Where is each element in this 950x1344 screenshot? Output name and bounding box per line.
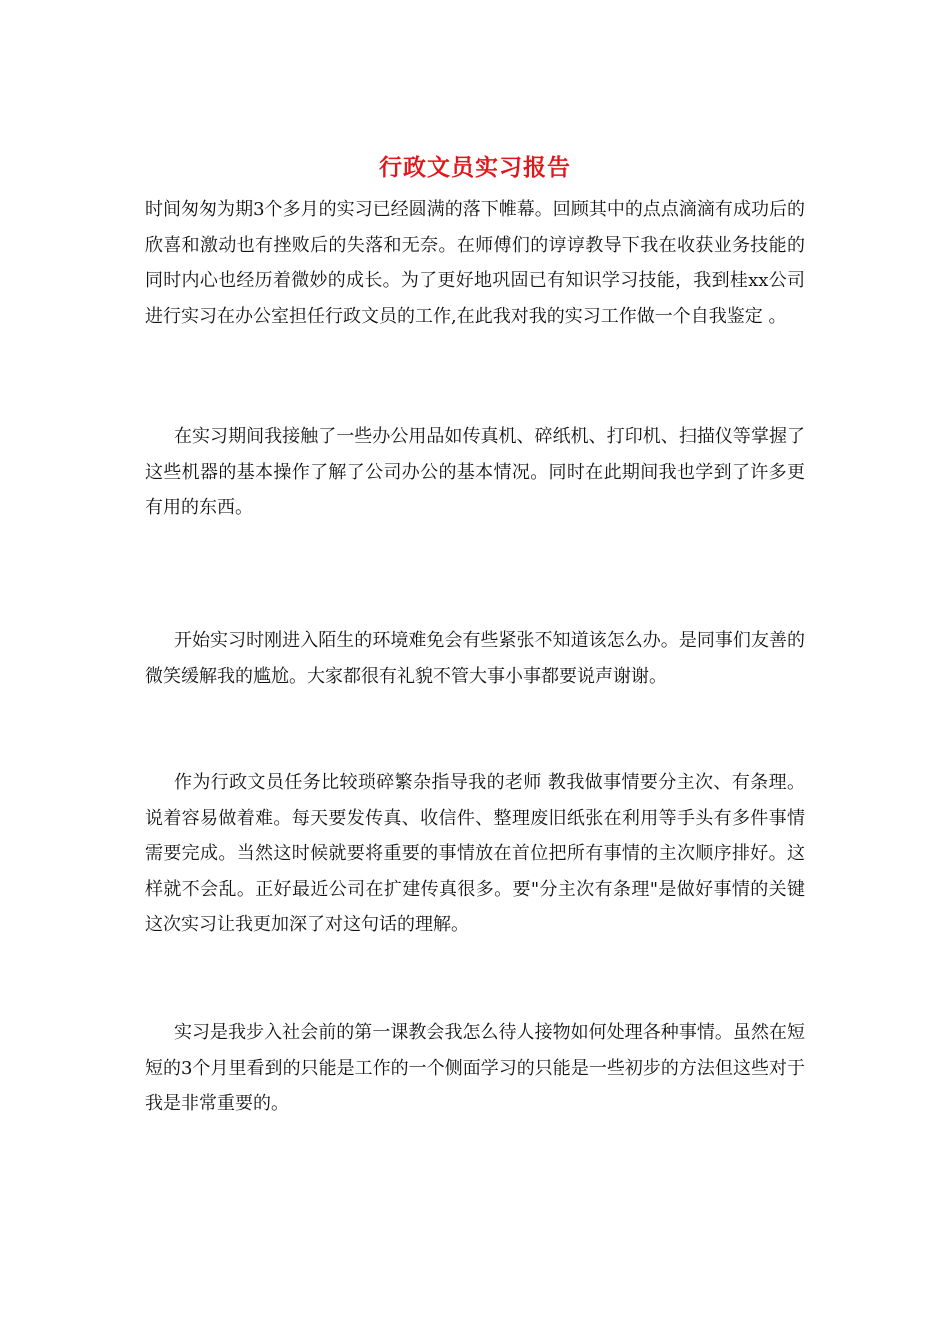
paragraph-intro: 时间匆匆为期3个多月的实习已经圆满的落下帷幕。回顾其中的点点滴滴有成功后的欣喜和激动也有挫败后的失落和无奈。在师傅们的谆谆教导下我在收获业务技能的同时内心也经历着微妙的成长。为了更好地巩固已有知识学习技能，我到桂xx公司进行实习在办公室担任行政文员的工作,在此我对我的实习工作做一个自我鉴定 。 xyxy=(145,199,805,327)
paragraph-conclusion: 实习是我步入社会前的第一课教会我怎么待人接物如何处理各种事情。虽然在短短的3个月里看到的只能是工作的一个侧面学习的只能是一些初步的方法但这些对于我是非常重要的。 xyxy=(145,1022,805,1114)
paragraph-office-equipment: 在实习期间我接触了一些办公用品如传真机、碎纸机、打印机、扫描仪等掌握了这些机器的基本操作了解了公司办公的基本情况。同时在此期间我也学到了许多更有用的东西。 xyxy=(145,426,805,518)
paragraph-new-environment: 开始实习时刚进入陌生的环境难免会有些紧张不知道该怎么办。是同事们友善的微笑缓解我的尴尬。大家都很有礼貌不管大事小事都要说声谢谢。 xyxy=(145,630,805,687)
document-title: 行政文员实习报告 xyxy=(379,154,571,181)
paragraph-priorities: 作为行政文员任务比较琐碎繁杂指导我的老师 教我做事情要分主次、有条理。说着容易做着难。每天要发传真、收信件、整理废旧纸张在利用等手头有多件事情需要完成。当然这时候就要将重要的事情放在首位把所有事情的主次顺序排好。这样就不会乱。正好最近公司在扩建传真很多。要"分主次有条理"是做好事情的关键这次实习让我更加深了对这句话的理解。 xyxy=(145,772,805,935)
